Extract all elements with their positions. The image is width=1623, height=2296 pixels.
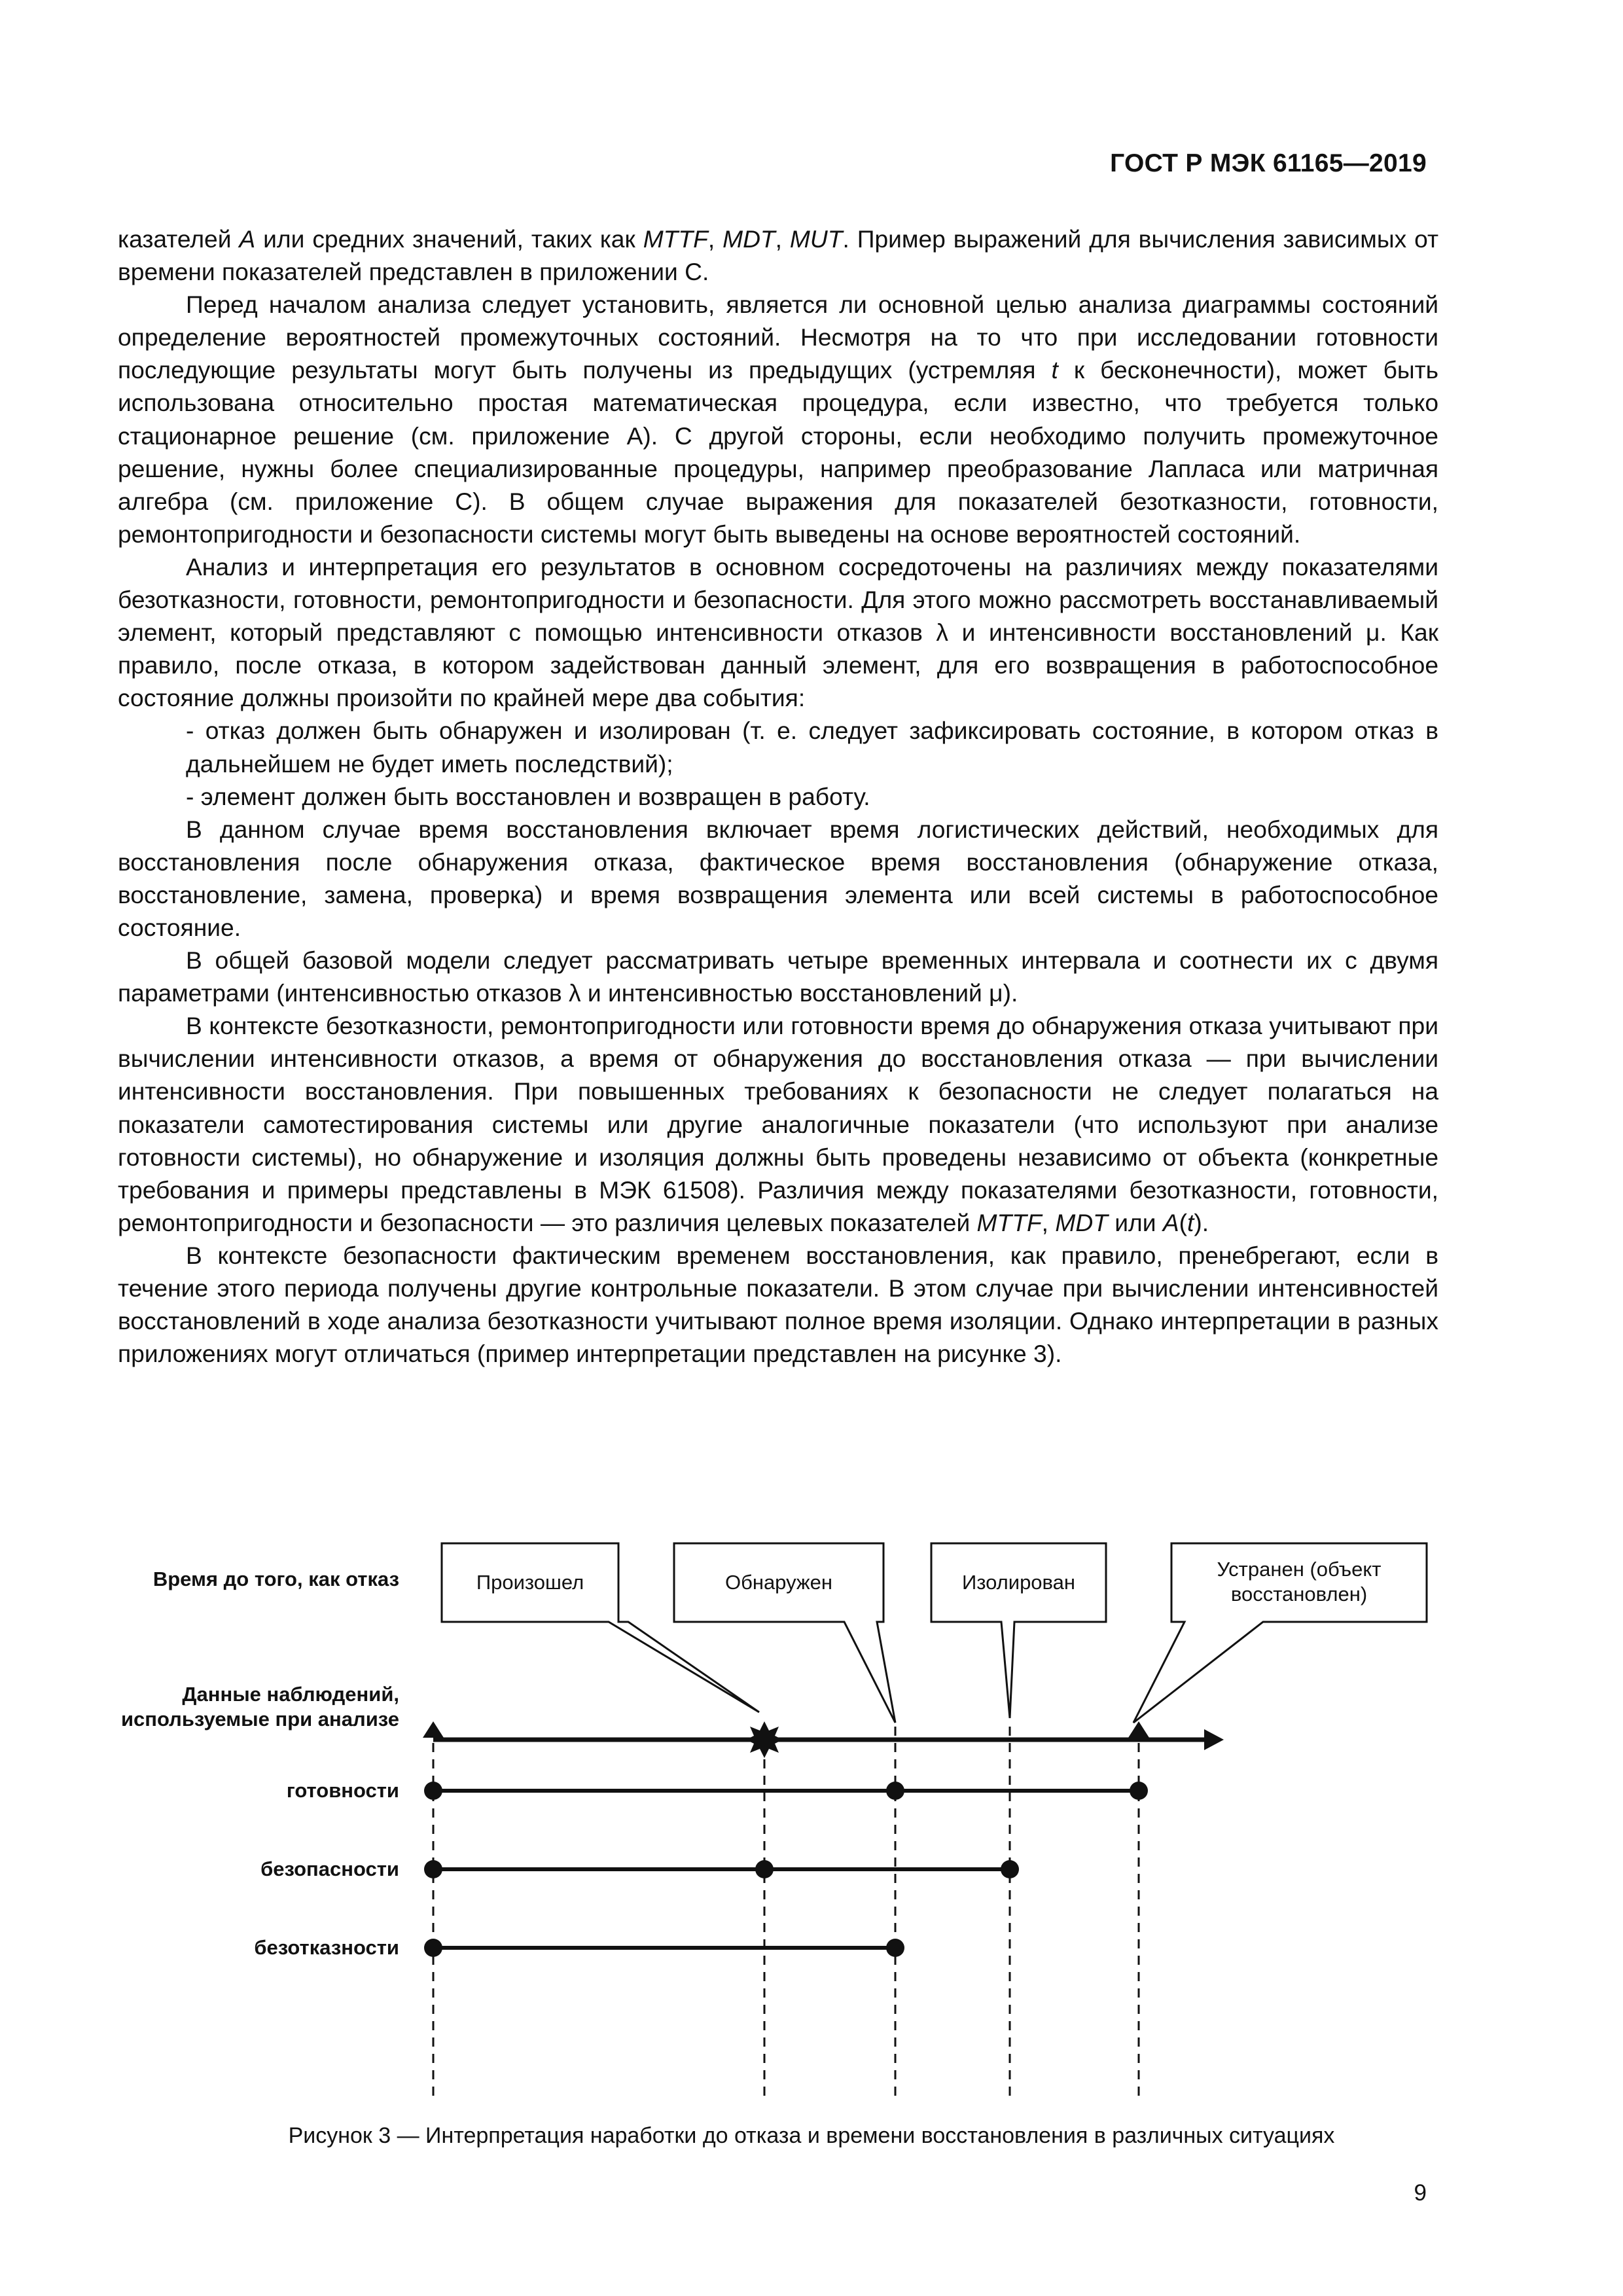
safety-dot-failure [755,1860,774,1878]
time-before-failure-label: Время до того, как отказ [152,1568,399,1590]
observation-data-label: Данные наблюдений, используемые при анализе [120,1683,399,1731]
paragraph-3: Анализ и интерпретация его результатов в основном сосредоточены на различиях между показателями безотказности, готовности, ремонтопригодности и безопасности. Для этого можно рассмотреть восстанавливаемый элемент, который представляют с помощью интенсивности отказов λ и интенсивности восстановлений μ. Как правило, после отказа, в котором задействован данный элемент, для его возвращения в работоспособное состояние должны произойти по крайней мере два события: [118,552,1438,712]
row-label-reliability: безотказности [254,1936,399,1959]
safety-dot-isolated [1001,1860,1019,1878]
paragraph-4: В данном случае время восстановления включает время логистических действий, необходимых для восстановления после обнаружения отказа, фактическое время восстановления (обнаружение отказа, восстановление, замена, проверка) и время возвращения элемента или всей системы в работоспособное состояние. [118,815,1438,941]
box-label-isolated: Изолирован [961,1571,1076,1594]
row-label-safety: безопасности [260,1857,399,1880]
reliability-dot-start [424,1939,442,1957]
safety-dot-start [424,1860,442,1878]
failure-burst-icon [746,1721,783,1758]
list-item-1: - отказ должен быть обнаружен и изолирован (т. е. следует зафиксировать состояние, в котором отказ в дальнейшем не будет иметь последствий); [186,717,1438,778]
time-axis-arrowhead [1204,1729,1224,1750]
paragraph-1: казателей A или средних значений, таких как MTTF, MDT, MUT. Пример выражений для вычисления зависимых от времени показателей представлен в приложении С. [118,225,1438,286]
row-label-availability: готовности [286,1779,399,1802]
list-item-2: - элемент должен быть восстановлен и возвращен в работу. [186,782,870,810]
body-text [118,223,1438,1370]
availability-dot-end [1130,1782,1148,1800]
paragraph-7: В контексте безопасности фактическим временем восстановления, как правило, пренебрегают, если в течение этого периода получены другие контрольные показатели. В этом случае при вычислении интенсивностей восстановлений в ходе анализа безотказности учитывают полное время изоляции. Однако интерпретации в разных приложениях могут отличаться (пример интерпретации представлен на рисунке 3). [118,1241,1438,1368]
box-label-occurred: Произошел [476,1571,584,1594]
availability-dot-start [424,1782,442,1800]
box-label-repaired: Устранен (объект восстановлен) [1217,1558,1382,1605]
box-label-detected: Обнаружен [724,1571,833,1594]
start-marker [423,1721,444,1738]
availability-dot-detected [886,1782,904,1800]
paragraph-5: В общей базовой модели следует рассматривать четыре временных интервала и соотнести их с двумя параметрами (интенсивностью отказов λ и интенсивностью восстановлений μ). [118,946,1438,1007]
paragraph-2: Перед началом анализа следует установить, является ли основной целью анализа диаграммы состояний определение вероятностей промежуточных состояний. Несмотря на то что при исследовании готовности последующие результаты могут быть получены из предыдущих (устремляя t к бесконечности), может быть использована относительно простая математическая процедура, если известно, что требуется только стационарное решение (см. приложение А). С другой стороны, если необходимо получить промежуточное решение, нужны более специализированные процедуры, например преобразование Лапласа или матричная алгебра (см. приложение С). В общем случае выражения для показателей безотказности, готовности, ремонтопригодности и безопасности системы могут быть выведены на основе вероятностей состояний. [118,291,1439,548]
reliability-dot-end [886,1939,904,1957]
document-header: ГОСТ Р МЭК 61165—2019 [1110,149,1427,177]
figure-3 [98,1505,1472,2160]
figure-caption: Рисунок 3 — Интерпретация наработки до отказа и времени восстановления в различных ситуациях [288,2123,1335,2148]
paragraph-6: В контексте безотказности, ремонтопригодности или готовности время до обнаружения отказа учитывают при вычислении интенсивности отказов, а время от обнаружения до восстановления отказа — при вычислении интенсивности восстановления. При повышенных требованиях к безопасности не следует полагаться на показатели самотестирования системы или другие аналогичные показатели (что используют при анализе готовности системы), но обнаружение и изоляция должны быть проведены независимо от объекта (конкретные требования и примеры представлены в МЭК 61508). Различия между показателями безотказности, готовности, ремонтопригодности и безопасности — это различия целевых показателей MTTF, MDT или A(t). [118,1012,1438,1236]
page-number: 9 [1414,2180,1427,2206]
restored-marker [1128,1721,1149,1738]
